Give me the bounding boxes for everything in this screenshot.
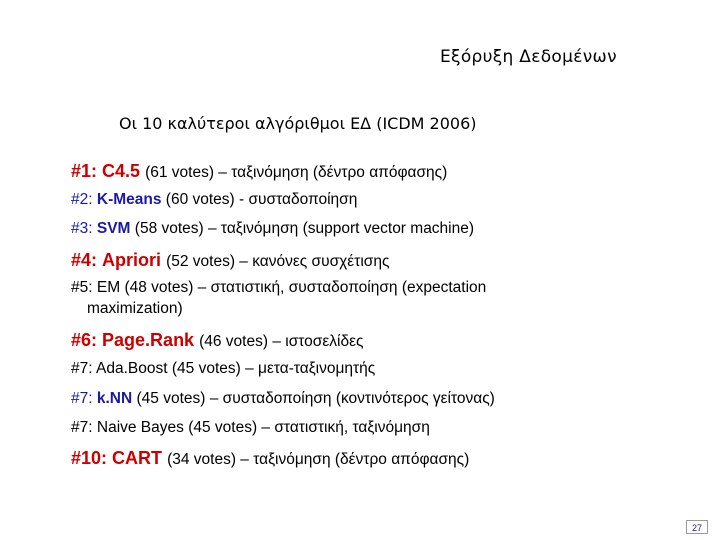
rank: #7: <box>71 390 93 407</box>
rank: #10: <box>71 448 108 468</box>
algorithm-name: Apriori <box>102 250 162 270</box>
algorithm-name: Ada.Boost <box>96 360 168 377</box>
list-item <box>71 390 495 408</box>
algorithm-description: (45 votes) – μετα-ταξινομητής <box>171 360 376 377</box>
algorithm-description: (58 votes) – ταξινόμηση (support vector machine) <box>134 220 475 237</box>
algorithm-description: (61 votes) – ταξινόμηση (δέντρο απόφασης) <box>145 164 448 181</box>
algorithm-description: (46 votes) – ιστοσελίδες <box>199 333 364 350</box>
rank: #2: <box>71 191 93 208</box>
algorithm-name: Page.Rank <box>102 330 195 350</box>
list-item <box>71 448 469 469</box>
rank: #4: <box>71 250 98 270</box>
algorithm-name: Naive Bayes <box>96 419 184 436</box>
slide-title: Εξόρυξη Δεδομένων <box>440 47 617 67</box>
rank: #1: <box>71 161 98 181</box>
list-item <box>71 360 375 378</box>
page-number: 27 <box>686 520 708 534</box>
algorithm-description: (48 votes) – στατιστική, συσταδοποίηση (expectation <box>124 279 487 296</box>
algorithm-description-continued: maximization) <box>87 300 183 317</box>
list-item <box>71 220 474 238</box>
algorithm-description: (45 votes) – συσταδοποίηση (κοντινότερος γείτονας) <box>136 390 495 407</box>
algorithm-name: C4.5 <box>102 161 141 181</box>
algorithm-description: (34 votes) – ταξινόμηση (δέντρο απόφασης) <box>167 451 470 468</box>
algorithm-name: SVM <box>96 220 131 237</box>
algorithm-description: (45 votes) – στατιστική, ταξινόμηση <box>188 419 430 436</box>
algorithm-name: CART <box>112 448 163 468</box>
algorithm-name: EM <box>96 279 121 296</box>
list-item <box>71 279 681 318</box>
algorithm-description: (60 votes) - συσταδοποίηση <box>165 191 358 208</box>
rank: #6: <box>71 330 98 350</box>
algorithm-description: (52 votes) – κανόνες συσχέτισης <box>166 253 390 270</box>
rank: #7: <box>71 419 93 436</box>
list-item <box>71 191 357 209</box>
rank: #5: <box>71 279 93 296</box>
list-item <box>71 419 430 437</box>
algorithm-name: K-Means <box>96 191 162 208</box>
list-item <box>71 250 389 271</box>
list-item <box>71 161 447 182</box>
slide-subtitle: Οι 10 καλύτεροι αλγόριθμοι ΕΔ (ICDM 2006) <box>119 114 477 133</box>
algorithm-name: k.NN <box>96 390 133 407</box>
rank: #7: <box>71 360 93 377</box>
list-item <box>71 330 363 351</box>
rank: #3: <box>71 220 93 237</box>
